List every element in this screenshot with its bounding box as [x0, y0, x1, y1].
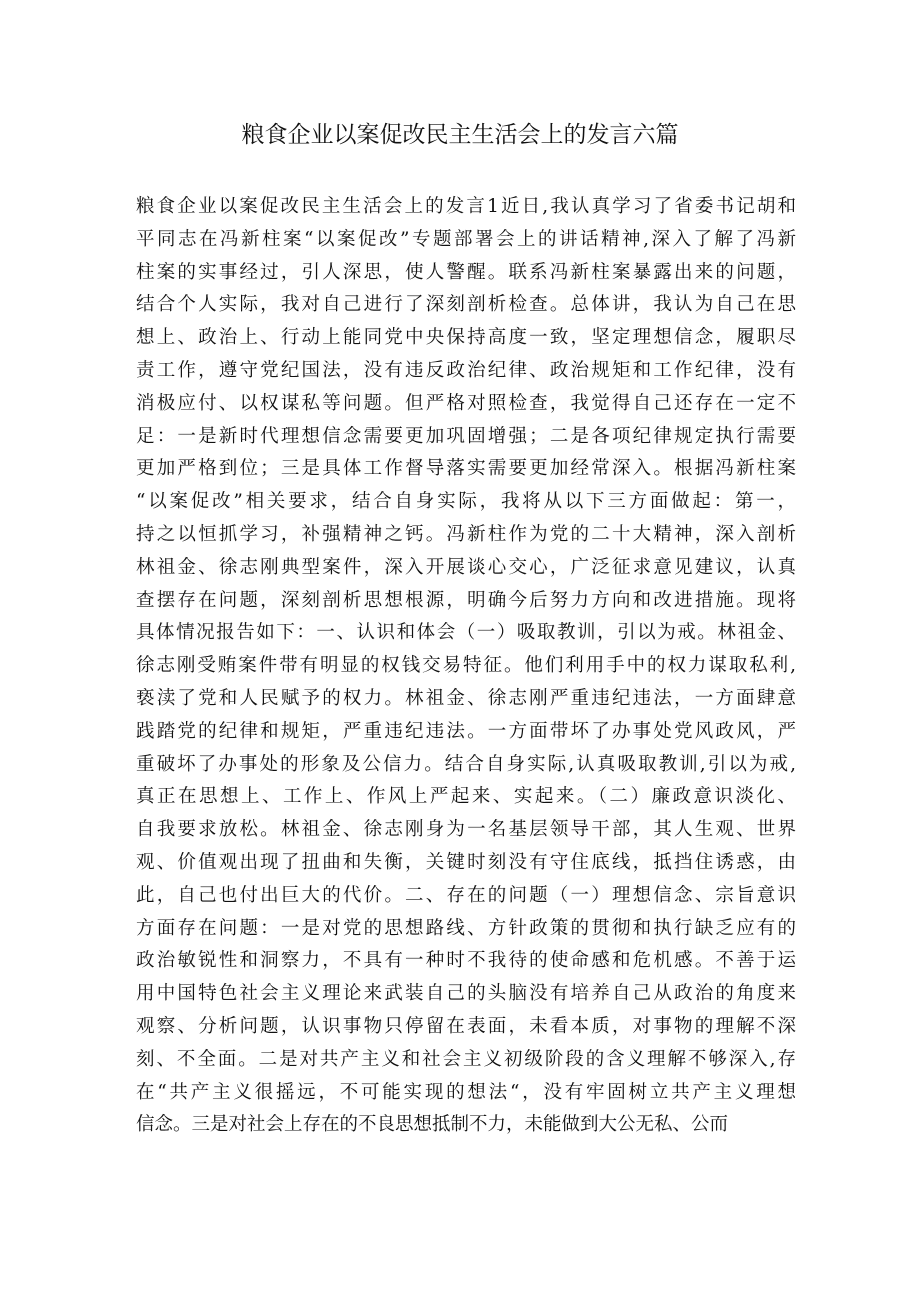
- body-line: 践踏党的纪律和规矩，严重违纪违法。一方面带坏了办事处党风政风，严: [136, 720, 796, 742]
- body-line: 持之以恒抓学习，补强精神之钙。冯新柱作为党的二十大精神，深入剖析: [136, 523, 796, 545]
- body-line: 观察、分析问题，认识事物只停留在表面，未看本质，对事物的理解不深: [136, 1015, 796, 1037]
- body-line: 查摆存在问题，深刻剖析思想根源，明确今后努力方向和改进措施。现将: [136, 589, 796, 611]
- body-line: 刻、不全面。二是对共产主义和社会主义初级阶段的含义理解不够深入,存: [136, 1048, 796, 1070]
- body-line: 自我要求放松。林祖金、徐志刚身为一名基层领导干部，其人生观、世界: [136, 819, 796, 841]
- body-line: 在“共产主义很摇远，不可能实现的想法“，没有牢固树立共产主义理想: [136, 1081, 796, 1103]
- body-line: 亵渎了党和人民赋予的权力。林祖金、徐志刚严重违纪违法，一方面肆意: [136, 687, 796, 709]
- body-line: 方面存在问题：一是对党的思想路线、方针政策的贯彻和执行缺乏应有的: [136, 917, 796, 939]
- body-line: 想上、政治上、行动上能同党中央保持高度一致，坚定理想信念，履职尽: [136, 327, 796, 349]
- body-line: 观、价值观出现了扭曲和失衡，关键时刻没有守住底线，抵挡住诱惑，由: [136, 851, 796, 873]
- body-line: 具体情况报告如下：一、认识和体会（一）吸取教训，引以为戒。林祖金、: [136, 622, 796, 644]
- body-line: 真正在思想上、工作上、作风上严起来、实起来。（二）廉政意识淡化、: [136, 786, 796, 808]
- body-line: 重破坏了办事处的形象及公信力。结合自身实际,认真吸取教训,引以为戒,: [136, 753, 796, 775]
- body-line: 结合个人实际，我对自己进行了深刻剖析检查。总体讲，我认为自己在思: [136, 294, 796, 316]
- body-line: “以案促改”相关要求，结合自身实际，我将从以下三方面做起：第一，: [136, 491, 796, 513]
- body-line: 信念。三是对社会上存在的不良思想抵制不力，未能做到大公无私、公而: [136, 1114, 729, 1136]
- body-line: 足：一是新时代理想信念需要更加巩固增强；二是各项纪律规定执行需要: [136, 425, 796, 447]
- document-body: [136, 191, 796, 1142]
- body-line: 徐志刚受贿案件带有明显的权钱交易特征。他们利用手中的权力谋取私利,: [136, 655, 796, 677]
- body-line: 政治敏锐性和洞察力，不具有一种时不我待的使命感和危机感。不善于运: [136, 950, 796, 972]
- body-line: 责工作，遵守党纪国法，没有违反政治纪律、政治规矩和工作纪律，没有: [136, 359, 796, 381]
- document-title: 粮食企业以案促改民主生活会上的发言六篇: [241, 122, 679, 148]
- body-line: 林祖金、徐志刚典型案件，深入开展谈心交心，广泛征求意见建议，认真: [136, 556, 796, 578]
- body-line: 用中国特色社会主义理论来武装自己的头脑没有培养自己从政治的角度来: [136, 983, 796, 1005]
- body-line: 更加严格到位；三是具体工作督导落实需要更加经常深入。根据冯新柱案: [136, 458, 796, 480]
- body-line: 消极应付、以权谋私等问题。但严格对照检查，我觉得自己还存在一定不: [136, 392, 796, 414]
- body-line: 柱案的实事经过，引人深思，使人警醒。联系冯新柱案暴露出来的问题，: [136, 261, 796, 283]
- body-line: 粮食企业以案促改民主生活会上的发言1近日,我认真学习了省委书记胡和: [136, 196, 796, 217]
- body-line: 此，自己也付出巨大的代价。二、存在的问题（一）理想信念、宗旨意识: [136, 884, 796, 906]
- body-line: 平同志在冯新柱案“以案促改”专题部署会上的讲话精神,深入了解了冯新: [136, 228, 796, 250]
